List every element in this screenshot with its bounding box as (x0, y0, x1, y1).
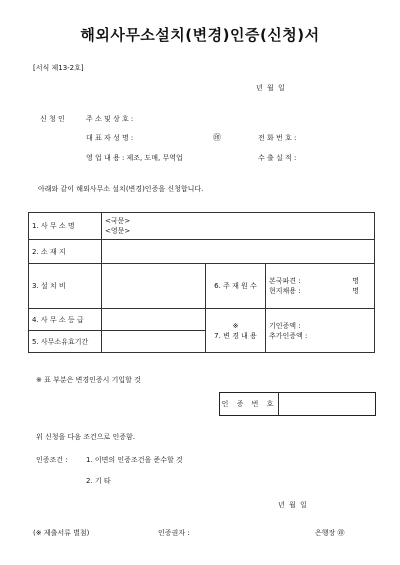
condition-2: 2. 기 타 (86, 477, 111, 485)
staff-unit-local: 명 (352, 287, 360, 295)
office-name-label: 1. 사 무 소 명 (29, 213, 102, 240)
note-text: ※ 표 부분은 변경인증시 기입할 것 (36, 376, 141, 384)
date-bottom: 년 월 일 (278, 501, 308, 509)
business-label: 영 업 내 용 : 제조, 도매, 무역업 (86, 154, 183, 162)
additional-amount-label: 추가인증액 : (269, 331, 308, 340)
page-title: 해외사무소설치(변경)인증(신청)서 (80, 26, 320, 44)
validity-period-cell[interactable] (102, 331, 206, 353)
english-name-label: <영문> (105, 227, 131, 235)
change-content-label-cell (206, 309, 266, 353)
change-mark: ※ (232, 321, 239, 330)
office-grade-cell[interactable] (102, 309, 206, 331)
change-content-label: 7. 변 경 내 용 (214, 331, 257, 340)
submitted-docs-note: (※ 제출서류 별첨) (33, 529, 90, 537)
existing-amount-label: 기인증액 : (269, 321, 301, 330)
bank-head-label: 은행장 ㊞ (315, 529, 345, 537)
application-table (28, 212, 375, 353)
applicant-label: 신 청 인 (40, 115, 65, 123)
intro-text: 아래와 같이 해외사무소 설치(변경)인증을 신청합니다. (38, 185, 204, 193)
export-record-label: 수 출 실 적 : (258, 154, 297, 162)
korean-name-label: <국문> (105, 217, 131, 225)
condition-label: 인증조건 : (36, 456, 68, 464)
address-label: 주 소 및 상 호 : (86, 115, 134, 123)
certifier-label: 인증권자 : (158, 529, 190, 537)
certification-number-label: 인 증 번 호 (220, 393, 279, 415)
date-top: 년 월 일 (256, 84, 286, 92)
location-label: 2. 소 재 지 (29, 240, 102, 264)
location-cell[interactable] (102, 240, 375, 264)
staff-count-label: 6. 주 재 원 수 (206, 264, 266, 309)
validity-period-label: 5. 사무소유효기간 (29, 331, 102, 353)
staff-hq-label: 본국파견 : (269, 277, 301, 285)
staff-count-cell[interactable] (266, 264, 375, 309)
office-name-cell[interactable] (102, 213, 375, 240)
condition-1: 1. 이면의 인증조건을 준수할 것 (86, 456, 183, 464)
representative-label: 대 표 자 성 명 : (86, 134, 134, 142)
change-content-cell[interactable] (266, 309, 375, 353)
staff-unit-hq: 명 (352, 277, 360, 285)
certification-number-box[interactable] (219, 392, 376, 416)
staff-local-label: 현지채용 : (269, 287, 301, 295)
seal-mark: ㊞ (213, 133, 221, 142)
facility-cost-label: 3. 설 치 비 (29, 264, 102, 309)
office-grade-label: 4. 사 무 소 등 급 (29, 309, 102, 331)
phone-label: 전 화 번 호 : (258, 134, 297, 142)
facility-cost-cell[interactable] (102, 264, 206, 309)
certify-text: 위 신청을 다음 조건으로 인증함. (36, 433, 136, 441)
form-number: [서식 제13-2호] (33, 64, 84, 72)
